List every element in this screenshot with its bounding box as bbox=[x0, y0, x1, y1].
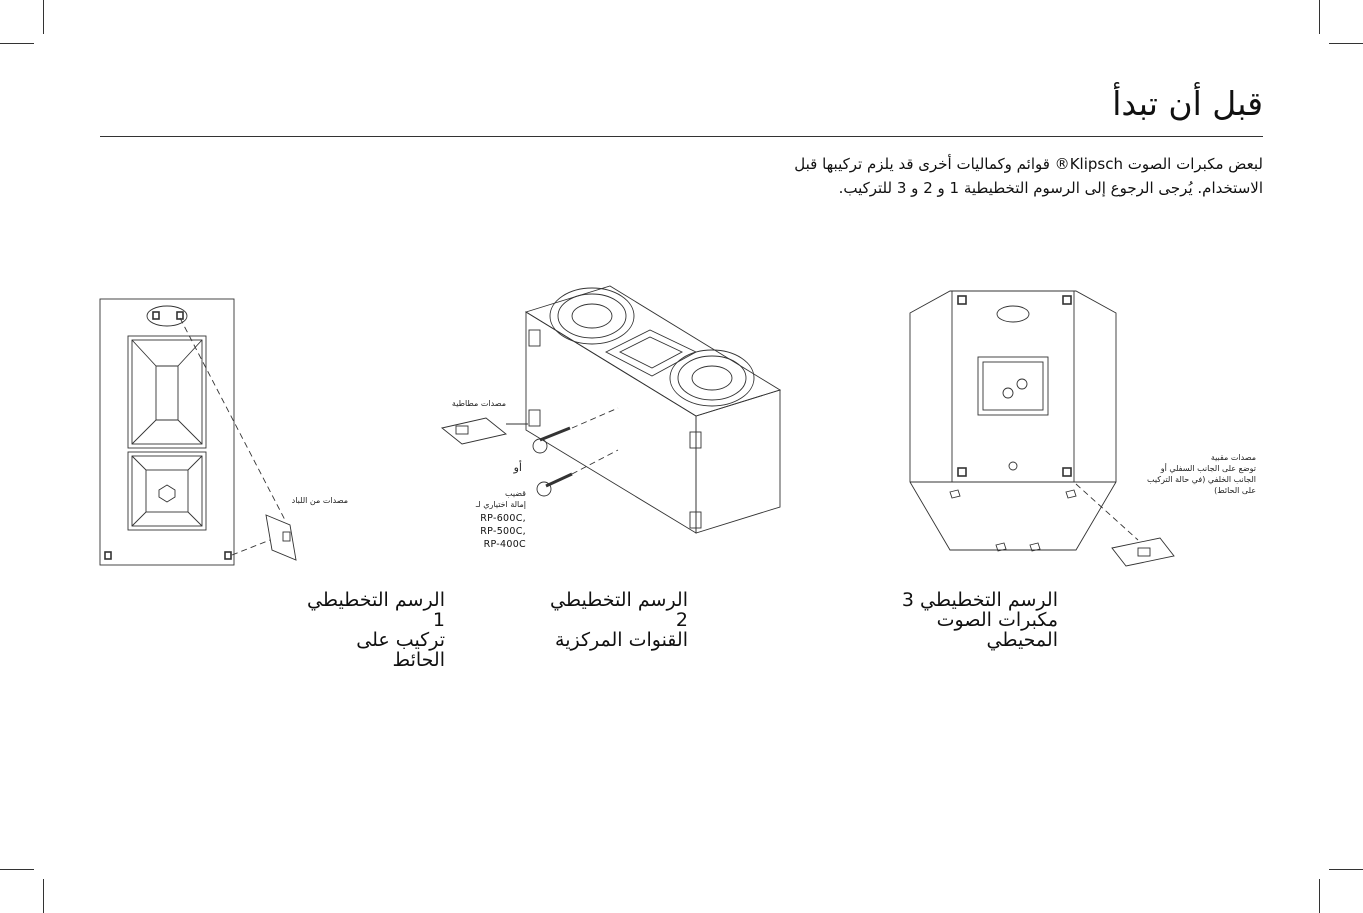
figure-1-subtitle: تركيب على الحائط bbox=[356, 629, 445, 671]
placement-line-1: توضع على الجانب السفلي أو bbox=[1160, 464, 1256, 473]
model-item: RP-600C, bbox=[480, 513, 526, 524]
placement-line-2: الجانب الخلفي (في حالة التركيب bbox=[1147, 475, 1256, 484]
optional-tilt-label: إمالة اختياري لـ bbox=[475, 500, 526, 509]
figure-3-caption bbox=[860, 590, 1058, 650]
figure-2-subtitle: القنوات المركزية bbox=[555, 629, 688, 651]
intro-line-2: الاستخدام. يُرجى الرجوع إلى الرسوم التخطيطية 1 و 2 و 3 للتركيب. bbox=[838, 179, 1263, 197]
rubber-bumpers-callout: مصدات مطاطية bbox=[451, 399, 506, 408]
domed-bumpers-callout bbox=[1130, 452, 1256, 496]
model-list bbox=[470, 512, 526, 551]
intro-line-1: لبعض مكبرات الصوت Klipsch® قوائم وكماليات أخرى قد يلزم تركيبها قبل bbox=[794, 155, 1263, 173]
domed-bumpers-label: مصدات مقبية bbox=[1210, 453, 1256, 462]
felt-pads-callout: مصدات من اللباد bbox=[291, 496, 348, 505]
placement-line-3: على الحائط) bbox=[1214, 486, 1256, 495]
model-item: RP-500C, bbox=[480, 526, 526, 537]
or-label: أو bbox=[513, 461, 522, 474]
wall-mount-speaker-drawing bbox=[100, 299, 296, 565]
figure-3-title: الرسم التخطيطي 3 bbox=[901, 589, 1058, 611]
model-item: RP-400C bbox=[483, 539, 526, 550]
figure-2-caption bbox=[545, 590, 688, 650]
tilt-rod-callout bbox=[440, 488, 526, 510]
figure-1-title: الرسم التخطيطي 1 bbox=[307, 589, 445, 631]
figure-3-subtitle: مكبرات الصوت المحيطي bbox=[936, 609, 1058, 651]
tilt-rod-label: قضيب bbox=[504, 489, 526, 498]
page-title: قبل أن تبدأ bbox=[1112, 84, 1263, 123]
surround-speaker-drawing bbox=[910, 291, 1174, 566]
figure-2-title: الرسم التخطيطي 2 bbox=[550, 589, 688, 631]
figure-1-caption bbox=[300, 590, 445, 670]
